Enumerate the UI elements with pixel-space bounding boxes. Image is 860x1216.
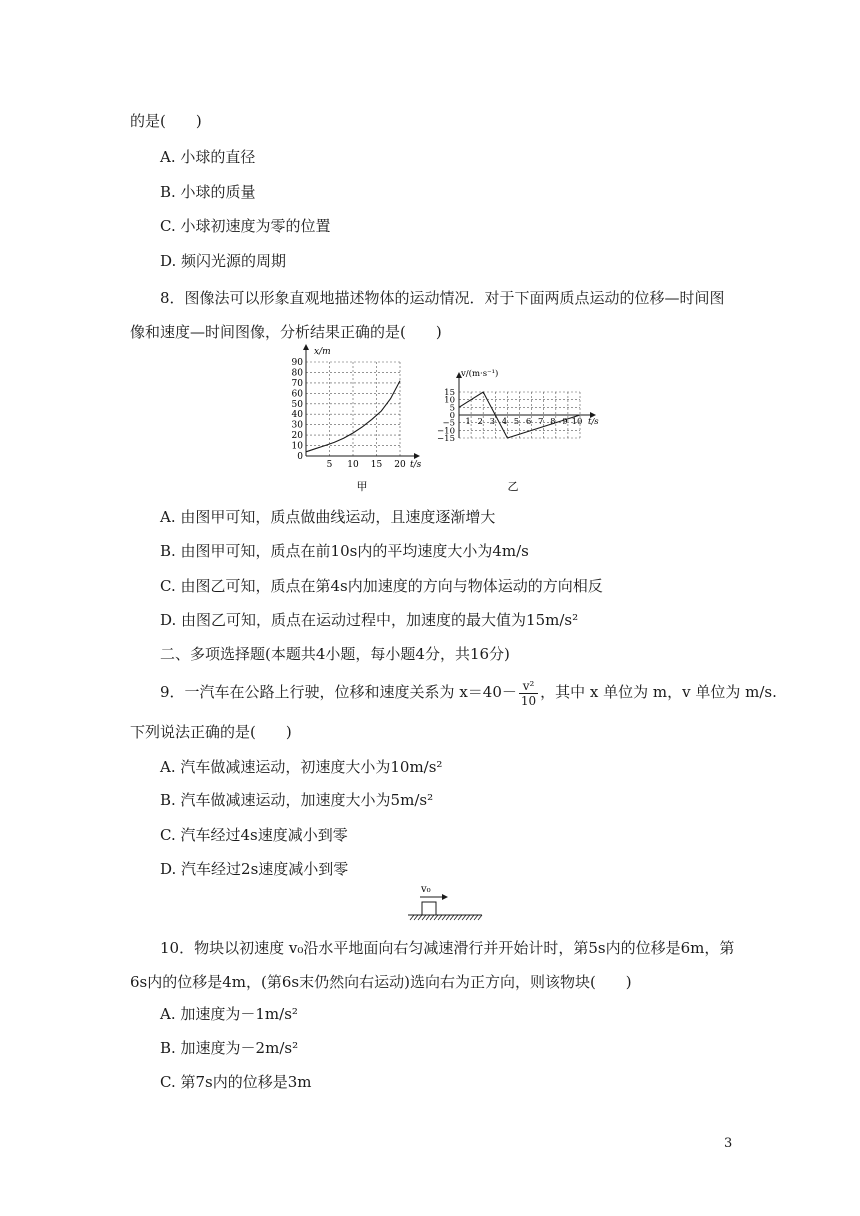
x-tick-label: 9 xyxy=(562,417,568,427)
y-tick-label: 50 xyxy=(291,399,303,410)
q8-option-b: B. 由图甲可知，质点在前10s内的平均速度大小为4m/s xyxy=(160,542,529,560)
hatch-stroke xyxy=(426,915,430,920)
q9-stem-pre: 9．一汽车在公路上行驶，位移和速度关系为 x＝40－ xyxy=(160,683,517,701)
y-tick-label: 70 xyxy=(291,378,303,389)
x-tick-label: 5 xyxy=(326,460,333,470)
q7-option-a: A. 小球的直径 xyxy=(160,148,256,166)
hatch-stroke xyxy=(458,915,462,920)
hatch-stroke xyxy=(418,915,422,920)
hatch-stroke xyxy=(478,915,482,920)
y-axis-label: v/(m·s⁻¹) xyxy=(461,369,499,379)
x-tick-label: 1 xyxy=(465,417,471,427)
q8-stem-line2: 像和速度—时间图像，分析结果正确的是( ) xyxy=(130,323,442,341)
hatch-stroke xyxy=(438,915,442,920)
x-tick-label: 2 xyxy=(477,417,483,427)
y-tick-label: 0 xyxy=(449,411,455,421)
y-tick-label: 15 xyxy=(444,388,455,398)
hatch-stroke xyxy=(466,915,470,920)
q9-option-d: D. 汽车经过2s速度减小到零 xyxy=(160,860,349,878)
x-tick-label: 10 xyxy=(571,417,583,427)
y-tick-label: 90 xyxy=(291,358,303,368)
y-tick-label: 10 xyxy=(444,395,455,406)
x-tick-label: 4 xyxy=(501,417,508,427)
ground-hatching xyxy=(410,915,482,920)
x-axis-label: t/s xyxy=(588,417,599,427)
y-tick-label: 0 xyxy=(297,452,303,462)
q9-option-b: B. 汽车做减速运动，加速度大小为5m/s² xyxy=(160,791,434,809)
x-axis-label: t/s xyxy=(410,460,422,470)
x-tick-label: 20 xyxy=(394,460,406,470)
q9-option-a: A. 汽车做减速运动，初速度大小为10m/s² xyxy=(160,758,443,776)
hatch-stroke xyxy=(422,915,426,920)
hatch-stroke xyxy=(454,915,458,920)
v0-label: v₀ xyxy=(421,884,431,895)
y-tick-label: 5 xyxy=(449,403,455,414)
q9-stem-line1 xyxy=(160,672,777,712)
hatch-stroke xyxy=(462,915,466,920)
chart-yi xyxy=(435,362,610,498)
y-axis-arrow xyxy=(303,344,309,350)
y-tick-label: 60 xyxy=(291,389,303,400)
x-tick-label: 8 xyxy=(550,417,556,427)
q8-option-a: A. 由图甲可知，质点做曲线运动，且速度逐渐增大 xyxy=(160,508,496,526)
hatch-stroke xyxy=(474,915,478,920)
y-tick-label: −15 xyxy=(437,434,455,444)
hatch-stroke xyxy=(430,915,434,920)
x-axis-arrow xyxy=(414,453,420,459)
q10-option-c: C. 第7s内的位移是3m xyxy=(160,1073,312,1091)
q7-option-d: D. 频闪光源的周期 xyxy=(160,252,287,270)
block xyxy=(422,902,436,915)
q9-option-c: C. 汽车经过4s速度减小到零 xyxy=(160,826,348,844)
q9-stem-line2: 下列说法正确的是( ) xyxy=(130,723,292,741)
x-tick-label: 5 xyxy=(513,417,520,427)
chart-caption: 甲 xyxy=(356,480,368,493)
hatch-stroke xyxy=(442,915,446,920)
q10-stem-line2: 6s内的位移是4m，(第6s末仍然向右运动)选向右为正方向，则该物块( ) xyxy=(130,973,632,991)
y-tick-label: 40 xyxy=(291,410,303,421)
hatch-stroke xyxy=(410,915,414,920)
x-tick-label: 10 xyxy=(347,460,359,470)
q9-fraction xyxy=(519,679,538,708)
block-on-ground-figure xyxy=(406,880,486,922)
hatch-stroke xyxy=(446,915,450,920)
q8-option-c: C. 由图乙可知，质点在第4s内加速度的方向与物体运动的方向相反 xyxy=(160,577,603,595)
x-tick-label: 15 xyxy=(370,460,383,470)
q7-option-c: C. 小球初速度为零的位置 xyxy=(160,217,331,235)
hatch-stroke xyxy=(414,915,418,920)
chart-caption: 乙 xyxy=(507,480,519,493)
q7-tail: 的是( ) xyxy=(130,112,202,130)
y-tick-label: 10 xyxy=(291,441,303,452)
y-tick-label: 30 xyxy=(291,420,303,431)
chart-jia xyxy=(278,338,428,498)
q9-frac-num: v² xyxy=(519,679,538,694)
q10-option-a: A. 加速度为－1m/s² xyxy=(160,1005,298,1023)
y-axis-label: x/m xyxy=(314,347,331,357)
y-tick-label: 80 xyxy=(291,368,303,379)
page-number: 3 xyxy=(724,1136,733,1151)
velocity-arrowhead xyxy=(442,894,448,900)
q9-stem-post: ，其中 x 单位为 m，v 单位为 m/s. xyxy=(540,683,777,701)
hatch-stroke xyxy=(450,915,454,920)
q10-option-b: B. 加速度为－2m/s² xyxy=(160,1039,299,1057)
q8-option-d: D. 由图乙可知，质点在运动过程中，加速度的最大值为15m/s² xyxy=(160,611,579,629)
q9-frac-den: 10 xyxy=(520,693,537,708)
x-tick-label: 6 xyxy=(525,417,532,427)
y-tick-label: −10 xyxy=(437,426,455,437)
hatch-stroke xyxy=(434,915,438,920)
q10-stem-line1: 10．物块以初速度 v₀沿水平地面向右匀减速滑行并开始计时，第5s内的位移是6m，第 xyxy=(160,939,735,957)
q7-option-b: B. 小球的质量 xyxy=(160,183,256,201)
x-tick-label: 7 xyxy=(537,417,544,427)
y-tick-label: −5 xyxy=(442,418,455,429)
y-tick-label: 20 xyxy=(291,431,303,442)
hatch-stroke xyxy=(470,915,474,920)
x-tick-label: 3 xyxy=(489,417,496,427)
q8-stem-line1: 8．图像法可以形象直观地描述物体的运动情况．对于下面两质点运动的位移—时间图 xyxy=(160,289,725,307)
section-2-heading: 二、多项选择题(本题共4小题，每小题4分，共16分) xyxy=(160,645,510,663)
